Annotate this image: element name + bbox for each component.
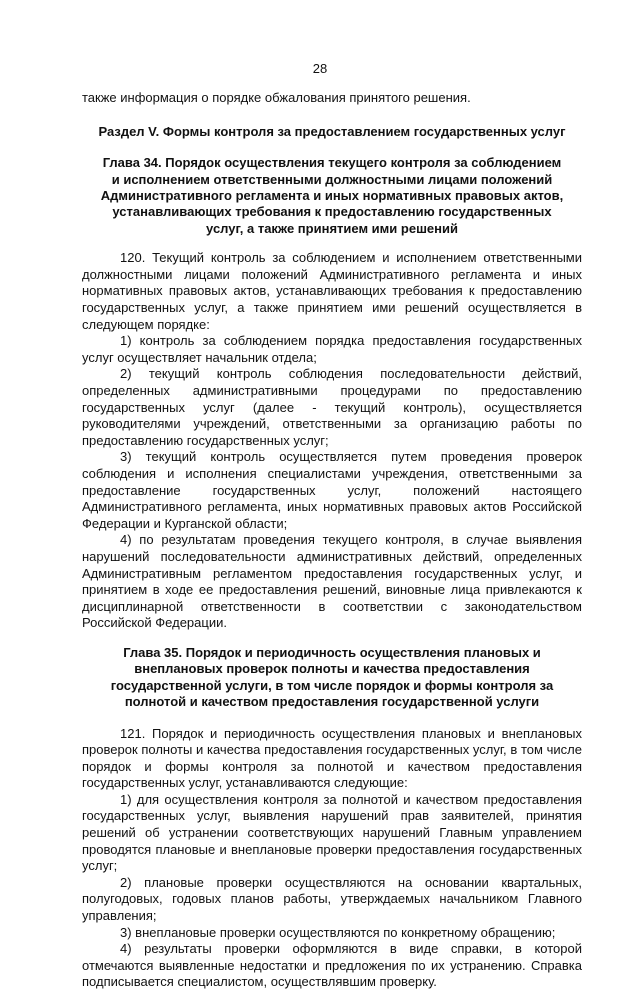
paragraph-120-item-2: 2) текущий контроль соблюдения последовательности действий, определенных административными процедурами по предоставлению государственных услуг (далее - текущий контроль), осуществляется руководителями учреждений, ответственными за организацию работы по предоставлению государственных услуг; <box>82 366 582 448</box>
paragraph-121-item-3: 3) внеплановые проверки осуществляются по конкретному обращению; <box>120 924 556 940</box>
paragraph-120-item-1: 1) контроль за соблюдением порядка предоставления государственных услуг осуществляет начальник отдела; <box>82 333 582 365</box>
paragraph-120-item-3: 3) текущий контроль осуществляется путем проведения проверок соблюдения и исполнения специалистами учреждения, ответственными за предоставление государственных услуг, положений настоящего Административного регламента, иных нормативных правовых актов Российской Федерации и Курганской области; <box>82 449 582 531</box>
paragraph-121: 121. Порядок и периодичность осуществления плановых и внеплановых проверок полноты и качества предоставления государственных услуг, в том числе порядок и формы контроля за полнотой и качеством предоставления государственных услуг, устанавливаются следующие: <box>82 725 582 791</box>
page-content <box>82 90 582 991</box>
section-title: Раздел V. Формы контроля за предоставлением государственных услуг <box>98 123 566 139</box>
intro-line: также информация о порядке обжалования принятого решения. <box>82 90 471 105</box>
paragraph-120: 120. Текущий контроль за соблюдением и исполнением ответственными должностными лицами положений Административного регламента и иных нормативных правовых актов, устанавливающих требования к предоставлению государственных услуг, а также принятием ими решений осуществляется в следующем порядке: <box>82 250 582 332</box>
chapter-35-title: Глава 35. Порядок и периодичность осуществления плановых и внеплановых проверок полноты и качества предоставления государственной услуги, в том числе порядок и формы контроля за полнотой и качеством предоставления государственной услуги <box>110 644 554 710</box>
chapter-34-title: Глава 34. Порядок осуществления текущего контроля за соблюдением и исполнением ответственными должностными лицами положений Административного регламента и иных нормативных правовых актов, устанавливающих требования к предоставлению государственных услуг, а также принятием ими решений <box>100 155 564 236</box>
paragraph-121-item-2: 2) плановые проверки осуществляются на основании квартальных, полугодовых, годовых планов работы, утверждаемых начальником Главного управления; <box>82 874 582 924</box>
paragraph-121-item-4: 4) результаты проверки оформляются в виде справки, в которой отмечаются выявленные недостатки и предложения по их устранению. Справка подписывается специалистом, осуществлявшим проверку. <box>82 941 582 990</box>
page-number: 28 <box>312 61 328 76</box>
paragraph-121-item-1: 1) для осуществления контроля за полнотой и качеством предоставления государственных услуг, выявления нарушений прав заявителей, принятия решений об устранении соответствующих нарушений Главным управлением проводятся плановые и внеплановые проверки предоставления государственных услуг; <box>82 791 582 874</box>
paragraph-120-item-4: 4) по результатам проведения текущего контроля, в случае выявления нарушений последовательности административных действий, определенных Административным регламентом предоставления государственных услуг, и принятием в ходе ее предоставления решений, виновные лица привлекаются к дисциплинарной ответственности в соответствии с законодательством Российской Федерации. <box>82 532 582 631</box>
